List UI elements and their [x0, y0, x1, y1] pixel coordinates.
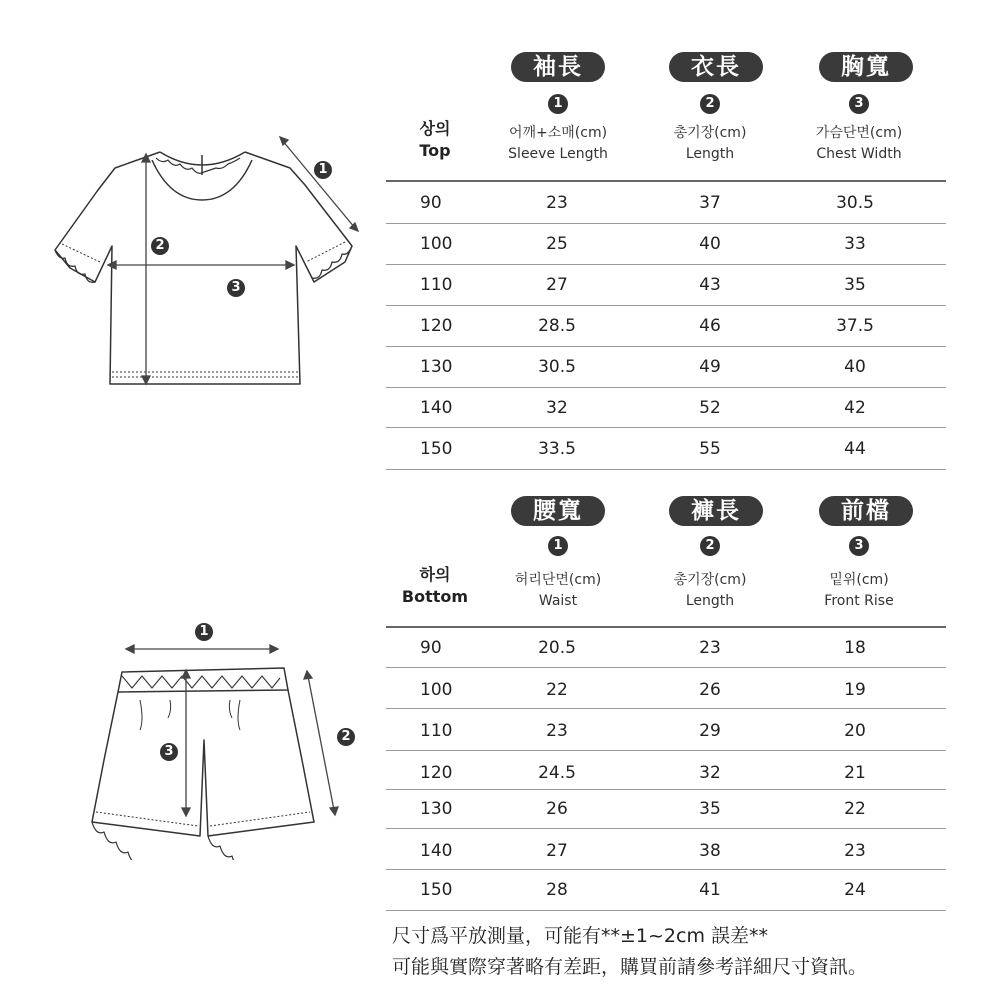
top-row-rule	[386, 264, 946, 265]
bottom-row3-size: 110	[420, 721, 453, 741]
bottom-row-rule	[386, 828, 946, 829]
top-row-rule	[386, 387, 946, 388]
top-col1-en: Sleeve Length	[508, 146, 608, 162]
top-col3-num: 3	[849, 94, 869, 114]
bottom-row5-waist: 26	[546, 799, 568, 819]
top-row3-size: 110	[420, 275, 453, 295]
bottom-row6-waist: 27	[546, 841, 568, 861]
bottom-label-ko: 하의	[419, 565, 451, 584]
bottom-row7-size: 150	[420, 880, 453, 900]
top-col2-en: Length	[685, 146, 735, 162]
top-row6-sleeve: 32	[546, 398, 568, 418]
top-row-rule	[386, 305, 946, 306]
measurement-note-2: 可能與實際穿著略有差距，購買前請參考詳細尺寸資訊。	[392, 956, 868, 978]
top-row4-size: 120	[420, 316, 453, 336]
bottom-row3-rise: 20	[844, 721, 866, 741]
bottom-row1-size: 90	[420, 638, 442, 658]
bottom-header-rule	[386, 626, 946, 628]
bottom-row7-length: 41	[699, 880, 721, 900]
top-row2-length: 40	[699, 234, 721, 254]
top-row-rule	[386, 469, 946, 470]
bottom-row2-rise: 19	[844, 680, 866, 700]
bottom-row6-size: 140	[420, 841, 453, 861]
bottom-col2-header	[625, 570, 795, 612]
bottom-col3-title: 前檔	[819, 496, 913, 526]
top-row3-length: 43	[699, 275, 721, 295]
bottom-row4-size: 120	[420, 763, 453, 783]
bottom-row-rule	[386, 869, 946, 870]
bottom-row7-waist: 28	[546, 880, 568, 900]
bottom-col2-ko: 총기장(cm)	[673, 572, 747, 588]
bottom-row3-length: 29	[699, 721, 721, 741]
top-row7-size: 150	[420, 439, 453, 459]
top-marker-2: 2	[155, 238, 165, 253]
top-col3-header	[774, 123, 944, 165]
bottom-row6-rise: 23	[844, 841, 866, 861]
bottom-col1-en: Waist	[538, 593, 578, 609]
bottom-col3-header	[774, 570, 944, 612]
top-header-rule	[386, 180, 946, 182]
bottom-label-en: Bottom	[401, 587, 469, 606]
bottom-row4-length: 32	[699, 763, 721, 783]
top-row2-size: 100	[420, 234, 453, 254]
measurement-note-1: 尺寸爲平放測量，可能有**±1~2cm 誤差**	[392, 925, 769, 947]
top-label-en: Top	[419, 141, 451, 160]
bottom-garment-diagram	[80, 620, 380, 860]
top-col3-ko: 가슴단면(cm)	[815, 125, 903, 141]
bottom-row-rule	[386, 667, 946, 668]
top-row5-sleeve: 30.5	[538, 357, 576, 377]
top-row7-length: 55	[699, 439, 721, 459]
top-row1-chest: 30.5	[836, 193, 874, 213]
bottom-label	[395, 564, 475, 608]
bottom-col2-title: 褲長	[669, 496, 763, 526]
top-row1-sleeve: 23	[546, 193, 568, 213]
bottom-row2-length: 26	[699, 680, 721, 700]
top-row-rule	[386, 346, 946, 347]
bottom-row-rule	[386, 750, 946, 751]
top-row1-length: 37	[699, 193, 721, 213]
top-row4-chest: 37.5	[836, 316, 874, 336]
top-row-rule	[386, 223, 946, 224]
bottom-row1-rise: 18	[844, 638, 866, 658]
top-row5-size: 130	[420, 357, 453, 377]
top-row7-chest: 44	[844, 439, 866, 459]
top-row4-length: 46	[699, 316, 721, 336]
bottom-col1-ko: 허리단면(cm)	[514, 572, 602, 588]
bottom-row6-length: 38	[699, 841, 721, 861]
top-row2-chest: 33	[844, 234, 866, 254]
bottom-col3-num: 3	[849, 536, 869, 556]
top-marker-1: 1	[318, 162, 328, 177]
top-row3-sleeve: 27	[546, 275, 568, 295]
top-label-ko: 상의	[419, 119, 451, 138]
bottom-row5-rise: 22	[844, 799, 866, 819]
top-col2-title: 衣長	[669, 52, 763, 82]
bottom-col3-ko: 밑위(cm)	[829, 572, 889, 588]
top-col2-num: 2	[700, 94, 720, 114]
top-row3-chest: 35	[844, 275, 866, 295]
top-row6-chest: 42	[844, 398, 866, 418]
bottom-row1-waist: 20.5	[538, 638, 576, 658]
top-row-rule	[386, 427, 946, 428]
bottom-row3-waist: 23	[546, 721, 568, 741]
top-row7-sleeve: 33.5	[538, 439, 576, 459]
bottom-col2-num: 2	[700, 536, 720, 556]
bottom-row5-length: 35	[699, 799, 721, 819]
top-col3-en: Chest Width	[816, 146, 902, 162]
top-row2-sleeve: 25	[546, 234, 568, 254]
bottom-marker-1: 1	[199, 624, 209, 639]
top-col2-ko: 총기장(cm)	[673, 125, 747, 141]
bottom-col2-en: Length	[685, 593, 735, 609]
bottom-marker-2: 2	[341, 729, 351, 744]
bottom-row-rule	[386, 910, 946, 911]
top-col1-num: 1	[548, 94, 568, 114]
bottom-row2-size: 100	[420, 680, 453, 700]
bottom-row4-rise: 21	[844, 763, 866, 783]
bottom-marker-3: 3	[164, 744, 174, 759]
bottom-row-rule	[386, 789, 946, 790]
top-row5-length: 49	[699, 357, 721, 377]
bottom-row2-waist: 22	[546, 680, 568, 700]
top-row6-size: 140	[420, 398, 453, 418]
bottom-col1-header	[473, 570, 643, 612]
bottom-col1-num: 1	[548, 536, 568, 556]
bottom-row5-size: 130	[420, 799, 453, 819]
bottom-row-rule	[386, 708, 946, 709]
top-col1-title: 袖長	[511, 52, 605, 82]
top-marker-3: 3	[231, 280, 241, 295]
top-row5-chest: 40	[844, 357, 866, 377]
bottom-row1-length: 23	[699, 638, 721, 658]
top-row1-size: 90	[420, 193, 442, 213]
bottom-col3-en: Front Rise	[824, 593, 894, 609]
bottom-row7-rise: 24	[844, 880, 866, 900]
top-col1-header	[473, 123, 643, 165]
top-label	[395, 118, 475, 162]
top-col1-ko: 어깨+소매(cm)	[508, 125, 608, 141]
top-col3-title: 胸寬	[819, 52, 913, 82]
bottom-row4-waist: 24.5	[538, 763, 576, 783]
top-col2-header	[625, 123, 795, 165]
top-row4-sleeve: 28.5	[538, 316, 576, 336]
top-row6-length: 52	[699, 398, 721, 418]
bottom-col1-title: 腰寬	[511, 496, 605, 526]
